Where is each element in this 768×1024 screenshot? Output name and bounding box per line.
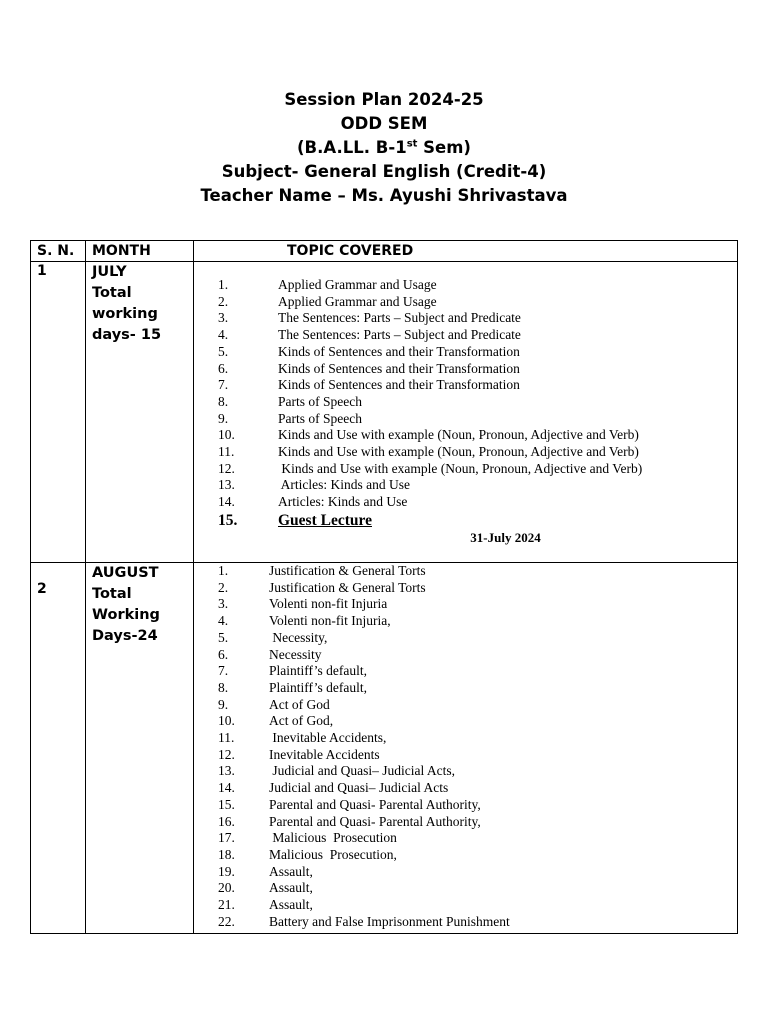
item-text: Applied Grammar and Usage (278, 293, 437, 309)
list-item (218, 797, 737, 814)
item-text: Guest Lecture (278, 511, 372, 529)
item-number: 15. (218, 511, 238, 529)
item-number: 4. (218, 613, 229, 629)
item-text: Kinds of Sentences and their Transformation (278, 360, 520, 376)
item-text: Parts of Speech (278, 393, 362, 409)
month-detail: Days-24 (92, 628, 158, 644)
item-number: 14. (218, 494, 235, 510)
item-text: Justification & General Torts (269, 563, 426, 578)
teacher-name: Teacher Name – Ms. Ayushi Shrivastava (200, 186, 568, 205)
list-item (218, 361, 737, 378)
topics-cell (194, 563, 738, 934)
item-text: Applied Grammar and Usage (278, 277, 437, 292)
item-text: Parts of Speech (278, 410, 362, 426)
item-number: 21. (218, 897, 235, 913)
item-number: 16. (218, 813, 235, 829)
item-number: 11. (218, 444, 235, 460)
item-number: 12. (218, 746, 235, 762)
item-text: Assault, (269, 897, 313, 913)
lecture-date: 31-July 2024 (470, 529, 541, 545)
month-detail: days- 15 (92, 327, 162, 343)
list-item (218, 747, 737, 764)
month-cell (86, 262, 194, 563)
item-text: Judicial and Quasi– Judicial Acts (269, 780, 449, 796)
item-number: 18. (218, 846, 235, 862)
month-detail: working (92, 306, 158, 322)
item-number: 10. (218, 427, 235, 443)
list-item (218, 613, 737, 630)
item-number: 6. (218, 360, 229, 376)
item-number: 2. (218, 579, 229, 595)
month-detail: Working (92, 607, 160, 623)
item-text: Act of God, (269, 713, 334, 729)
list-item (218, 277, 737, 294)
list-item (218, 680, 737, 697)
list-item (218, 563, 737, 580)
subject-label: Subject- General English (Credit-4) (221, 162, 547, 181)
item-text: Kinds of Sentences and their Transformation (278, 377, 520, 393)
list-item (218, 647, 737, 664)
item-text: Battery and False Imprisonment Punishment (269, 913, 510, 929)
table-row (31, 563, 738, 934)
item-text: Act of God (269, 696, 330, 712)
list-item (218, 327, 737, 344)
item-number: 11. (218, 730, 235, 746)
item-number: 10. (218, 713, 235, 729)
list-item (218, 461, 737, 478)
list-item (218, 814, 737, 831)
item-number: 2. (218, 293, 229, 309)
item-number: 12. (218, 460, 235, 476)
list-item-guest-lecture (218, 511, 737, 530)
item-text: Parental and Quasi- Parental Authority, (269, 813, 481, 829)
item-text: Plaintiff’s default, (269, 679, 367, 695)
item-text: Volenti non-fit Injuria (269, 596, 388, 612)
item-text: Inevitable Accidents (269, 746, 380, 762)
item-text: Assault, (269, 880, 313, 896)
list-item (218, 294, 737, 311)
list-item (218, 914, 737, 931)
semester-label: ODD SEM (340, 114, 428, 133)
list-item (218, 663, 737, 680)
session-title: Session Plan 2024-25 (284, 90, 484, 109)
item-number: 7. (218, 377, 229, 393)
list-item (218, 897, 737, 914)
serial-number: 1 (31, 262, 86, 563)
course-label-main: (B.A.LL. B-1 (297, 138, 407, 157)
month-name: AUGUST (92, 565, 159, 581)
item-number: 8. (218, 679, 229, 695)
item-text: Justification & General Torts (269, 579, 426, 595)
item-number: 1. (218, 563, 229, 578)
month-detail: Total (92, 586, 132, 602)
item-text: Inevitable Accidents, (269, 730, 387, 746)
item-number: 1. (218, 277, 229, 292)
item-number: 13. (218, 477, 235, 493)
list-item (218, 310, 737, 327)
list-item (218, 477, 737, 494)
item-text: Volenti non-fit Injuria, (269, 613, 391, 629)
list-item (218, 580, 737, 597)
course-label-sup: st (406, 138, 418, 150)
item-number: 5. (218, 343, 229, 359)
month-name: JULY (92, 264, 127, 280)
item-number: 3. (218, 310, 229, 326)
list-item (218, 444, 737, 461)
item-text: The Sentences: Parts – Subject and Predicate (278, 310, 521, 326)
list-item (218, 713, 737, 730)
item-number: 5. (218, 629, 229, 645)
item-text: Malicious Prosecution (269, 830, 397, 846)
item-text: Articles: Kinds and Use (278, 494, 408, 510)
item-number: 22. (218, 913, 235, 929)
serial-number: 2 (31, 563, 86, 934)
list-item (218, 411, 737, 428)
course-label (0, 136, 768, 160)
item-text: Malicious Prosecution, (269, 846, 397, 862)
item-text: Necessity (269, 646, 322, 662)
item-text: Plaintiff’s default, (269, 663, 367, 679)
list-item (218, 864, 737, 881)
list-item (218, 630, 737, 647)
list-item (218, 847, 737, 864)
column-header-topic: TOPIC COVERED (194, 241, 738, 262)
item-number: 4. (218, 327, 229, 343)
list-item (218, 427, 737, 444)
column-header-month: MONTH (86, 241, 194, 262)
item-text: The Sentences: Parts – Subject and Predicate (278, 327, 521, 343)
item-number: 3. (218, 596, 229, 612)
document-header (0, 88, 768, 208)
list-item (218, 697, 737, 714)
item-number: 9. (218, 410, 229, 426)
list-item (218, 596, 737, 613)
item-text: Kinds and Use with example (Noun, Pronoun, Adjective and Verb) (278, 444, 639, 460)
month-detail: Total (92, 285, 132, 301)
list-item (218, 763, 737, 780)
list-item (218, 377, 737, 394)
list-item (218, 394, 737, 411)
item-number: 13. (218, 763, 235, 779)
item-text: Parental and Quasi- Parental Authority, (269, 796, 481, 812)
list-item (218, 830, 737, 847)
list-item (218, 344, 737, 361)
item-text: Assault, (269, 863, 313, 879)
item-number: 7. (218, 663, 229, 679)
item-text: Kinds and Use with example (Noun, Pronoun, Adjective and Verb) (278, 427, 639, 443)
item-number: 17. (218, 830, 235, 846)
item-number: 8. (218, 393, 229, 409)
item-text: Necessity, (269, 629, 328, 645)
list-item (218, 780, 737, 797)
topics-cell (194, 262, 738, 563)
month-cell (86, 563, 194, 934)
table-header-row (31, 241, 738, 262)
item-number: 9. (218, 696, 229, 712)
item-number: 20. (218, 880, 235, 896)
column-header-sn: S. N. (31, 241, 86, 262)
item-text: Kinds and Use with example (Noun, Pronoun, Adjective and Verb) (278, 460, 643, 476)
table-row (31, 262, 738, 563)
item-text: Articles: Kinds and Use (278, 477, 410, 493)
item-number: 6. (218, 646, 229, 662)
list-item (218, 494, 737, 511)
session-plan-table (30, 240, 738, 934)
list-item (218, 730, 737, 747)
list-item (218, 880, 737, 897)
course-label-end: Sem) (417, 138, 471, 157)
item-number: 19. (218, 863, 235, 879)
item-number: 14. (218, 780, 235, 796)
item-text: Judicial and Quasi– Judicial Acts, (269, 763, 455, 779)
item-text: Kinds of Sentences and their Transformation (278, 343, 520, 359)
item-number: 15. (218, 796, 235, 812)
